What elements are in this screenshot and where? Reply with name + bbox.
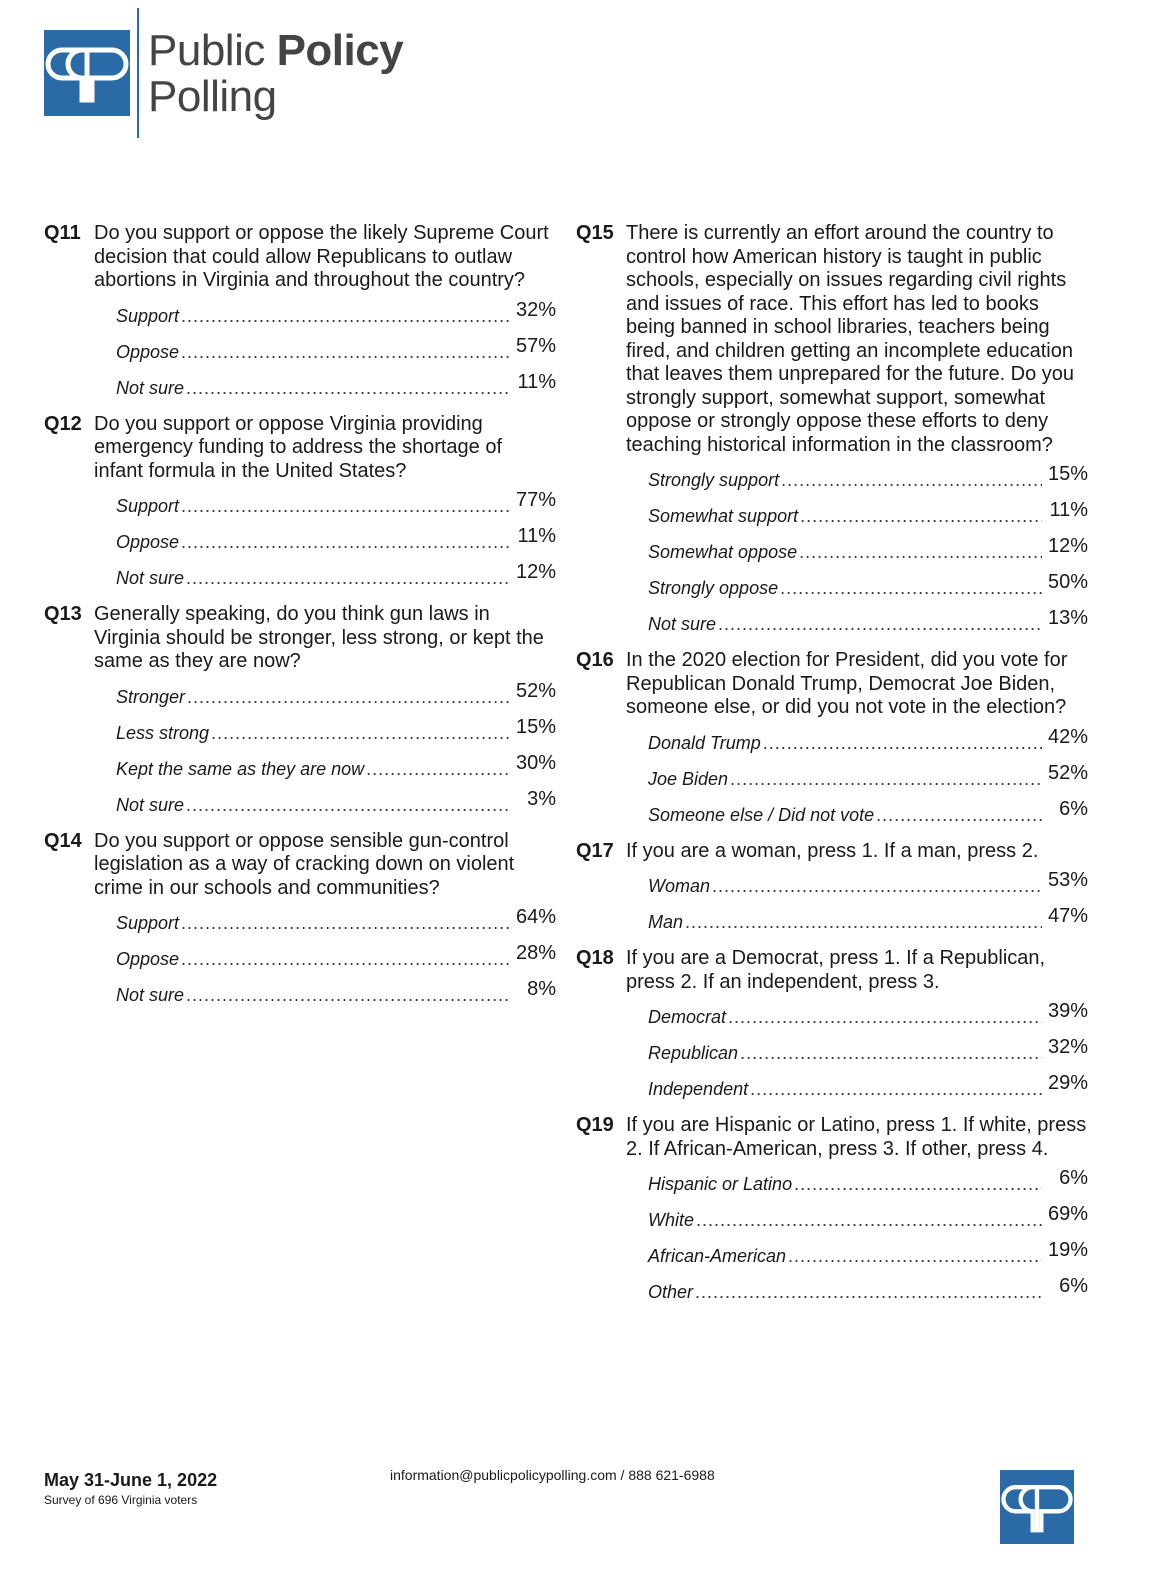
answer-percentage: 69% bbox=[1047, 1203, 1088, 1225]
answer-list bbox=[116, 298, 556, 413]
answer-row bbox=[648, 905, 1088, 947]
dot-leader bbox=[781, 470, 1042, 491]
question-block-q14 bbox=[44, 830, 556, 1021]
answer-label: Independent bbox=[648, 1079, 749, 1099]
answer-percentage: 28% bbox=[515, 942, 556, 964]
question-text: Do you support or oppose the likely Supreme Court decision that could allow Republicans to outlaw abortions in Virginia and throughout the country? bbox=[94, 222, 549, 291]
dot-leader bbox=[696, 1210, 1042, 1231]
dot-leader bbox=[712, 876, 1042, 897]
dot-leader bbox=[728, 1007, 1042, 1028]
dot-leader bbox=[799, 542, 1042, 563]
answer-percentage: 6% bbox=[1059, 1167, 1088, 1189]
dot-leader bbox=[211, 723, 510, 744]
question-block-q18 bbox=[576, 947, 1088, 1114]
answer-list bbox=[648, 725, 1088, 840]
answer-label: Oppose bbox=[116, 949, 180, 969]
dot-leader bbox=[181, 949, 510, 970]
dot-leader bbox=[181, 306, 510, 327]
brand-name-bold: Policy bbox=[276, 26, 404, 75]
answer-row bbox=[648, 1036, 1088, 1078]
answer-percentage: 3% bbox=[527, 787, 556, 810]
dot-leader bbox=[186, 378, 510, 399]
answer-label: Kept the same as they are now bbox=[116, 758, 365, 779]
dot-leader bbox=[181, 913, 510, 934]
answer-percentage: 53% bbox=[1047, 869, 1088, 891]
answer-row bbox=[116, 751, 556, 794]
dot-leader bbox=[780, 578, 1042, 599]
dot-leader bbox=[718, 614, 1042, 635]
survey-description: Survey of 696 Virginia voters bbox=[44, 1493, 198, 1507]
brand-name-regular: Public bbox=[148, 26, 277, 75]
question-block-q15 bbox=[576, 222, 1088, 649]
answer-percentage: 77% bbox=[515, 489, 556, 511]
answer-label: Somewhat oppose bbox=[648, 542, 798, 562]
dot-leader bbox=[800, 506, 1042, 527]
answer-label: Somewhat support bbox=[648, 506, 799, 526]
dot-leader bbox=[366, 759, 510, 780]
question-block-q11 bbox=[44, 222, 556, 413]
question bbox=[44, 830, 556, 901]
answer-percentage: 32% bbox=[1047, 1036, 1088, 1058]
answer-row bbox=[648, 499, 1088, 541]
answer-percentage: 57% bbox=[515, 334, 556, 357]
answer-label: African-American bbox=[648, 1246, 787, 1266]
answer-label: Not sure bbox=[116, 794, 185, 815]
dot-leader bbox=[763, 733, 1042, 754]
dot-leader bbox=[794, 1174, 1042, 1195]
dot-leader bbox=[685, 912, 1042, 933]
answer-percentage: 11% bbox=[517, 525, 556, 547]
answer-percentage: 30% bbox=[515, 751, 556, 774]
answer-label: Other bbox=[648, 1282, 694, 1302]
answer-row bbox=[116, 489, 556, 531]
answer-percentage: 13% bbox=[1047, 607, 1088, 629]
right-column bbox=[576, 222, 1088, 1317]
brand-name bbox=[148, 28, 403, 120]
answer-row bbox=[116, 906, 556, 948]
answer-percentage: 19% bbox=[1047, 1239, 1088, 1261]
answer-percentage: 6% bbox=[1059, 1275, 1088, 1297]
answer-label: Donald Trump bbox=[648, 732, 761, 753]
answer-row bbox=[648, 535, 1088, 577]
dot-leader bbox=[730, 769, 1042, 790]
question bbox=[44, 413, 556, 484]
question-text: In the 2020 election for President, did you vote for Republican Donald Trump, Democrat Joe Biden, someone else, or did you not vote in the election? bbox=[626, 649, 1068, 718]
answer-list bbox=[648, 463, 1088, 649]
answer-list bbox=[648, 1000, 1088, 1114]
answer-label: Democrat bbox=[648, 1007, 727, 1027]
question-number: Q16 bbox=[576, 649, 614, 671]
answer-label: Support bbox=[116, 305, 180, 326]
question-block-q12 bbox=[44, 413, 556, 604]
question-number: Q17 bbox=[576, 839, 614, 862]
dot-leader bbox=[695, 1282, 1042, 1303]
answer-row bbox=[648, 1239, 1088, 1281]
answer-label: Stronger bbox=[116, 686, 186, 707]
answer-row bbox=[116, 787, 556, 830]
dot-leader bbox=[186, 985, 510, 1006]
question bbox=[44, 603, 556, 674]
question-block-q13 bbox=[44, 603, 556, 830]
answer-row bbox=[648, 1203, 1088, 1245]
ppp-logo-icon bbox=[44, 30, 130, 116]
footer-info bbox=[44, 1470, 217, 1507]
dot-leader bbox=[750, 1079, 1042, 1100]
dot-leader bbox=[788, 1246, 1042, 1267]
question-text: If you are a Democrat, press 1. If a Republican, press 2. If an independent, press 3. bbox=[626, 947, 1046, 993]
answer-row bbox=[116, 525, 556, 567]
question bbox=[576, 222, 1088, 457]
answer-row bbox=[648, 797, 1088, 840]
question bbox=[576, 1114, 1088, 1161]
answer-label: Someone else / Did not vote bbox=[648, 804, 875, 825]
answer-percentage: 42% bbox=[1047, 725, 1088, 748]
question-text: If you are Hispanic or Latino, press 1. If white, press 2. If African-American, press 3. If other, press 4. bbox=[626, 1114, 1087, 1160]
question-text: Do you support or oppose sensible gun-control legislation as a way of cracking down on violent crime in our schools and communities? bbox=[94, 829, 515, 899]
answer-row bbox=[648, 725, 1088, 768]
dot-leader bbox=[181, 532, 510, 553]
logo-divider bbox=[137, 8, 139, 138]
answer-row bbox=[116, 334, 556, 377]
answer-row bbox=[116, 679, 556, 722]
answer-percentage: 47% bbox=[1047, 905, 1088, 927]
question-number: Q15 bbox=[576, 222, 614, 244]
question-number: Q13 bbox=[44, 603, 82, 625]
left-column bbox=[44, 222, 556, 1020]
answer-percentage: 6% bbox=[1059, 797, 1088, 820]
answer-percentage: 15% bbox=[1047, 463, 1088, 485]
answer-row bbox=[648, 761, 1088, 804]
dot-leader bbox=[181, 496, 510, 517]
answer-percentage: 29% bbox=[1047, 1072, 1088, 1094]
answer-label: Woman bbox=[648, 876, 711, 896]
answer-percentage: 52% bbox=[1047, 761, 1088, 784]
question-text: If you are a woman, press 1. If a man, press 2. bbox=[626, 839, 1039, 862]
answer-percentage: 52% bbox=[515, 679, 556, 702]
answer-row bbox=[116, 298, 556, 341]
question bbox=[44, 222, 556, 293]
answer-label: Hispanic or Latino bbox=[648, 1174, 793, 1194]
question-block-q17 bbox=[576, 840, 1088, 948]
answer-label: White bbox=[648, 1210, 695, 1230]
question bbox=[576, 840, 1088, 864]
answer-label: Not sure bbox=[648, 614, 717, 634]
answer-row bbox=[648, 1000, 1088, 1042]
answer-label: Support bbox=[116, 913, 180, 933]
answer-row bbox=[116, 370, 556, 413]
answer-label: Joe Biden bbox=[648, 768, 729, 789]
question-number: Q14 bbox=[44, 829, 82, 852]
answer-row bbox=[648, 571, 1088, 613]
answer-percentage: 15% bbox=[515, 715, 556, 738]
question bbox=[576, 947, 1088, 994]
answer-row bbox=[648, 1072, 1088, 1114]
answer-percentage: 39% bbox=[1047, 1000, 1088, 1022]
answer-row bbox=[116, 942, 556, 984]
answer-percentage: 11% bbox=[517, 370, 556, 393]
answer-row bbox=[648, 869, 1088, 911]
answer-percentage: 12% bbox=[515, 561, 556, 583]
answer-label: Strongly support bbox=[648, 470, 780, 490]
dot-leader bbox=[181, 342, 510, 363]
answer-percentage: 12% bbox=[1047, 535, 1088, 557]
question bbox=[576, 649, 1088, 720]
answer-label: Less strong bbox=[116, 722, 210, 743]
brand-name-line2: Polling bbox=[148, 72, 277, 121]
answer-label: Not sure bbox=[116, 985, 185, 1005]
answer-list bbox=[116, 679, 556, 830]
answer-row bbox=[116, 978, 556, 1020]
contact-info: information@publicpolicypolling.com / 888 621-6988 bbox=[390, 1467, 715, 1483]
answer-list bbox=[116, 489, 556, 603]
question-text: Generally speaking, do you think gun laws in Virginia should be stronger, less strong, or kept the same as they are now? bbox=[94, 603, 544, 672]
answer-label: Man bbox=[648, 912, 684, 932]
answer-list bbox=[648, 869, 1088, 947]
answer-percentage: 64% bbox=[515, 906, 556, 928]
answer-row bbox=[648, 463, 1088, 505]
answer-row bbox=[648, 1275, 1088, 1317]
survey-date: May 31-June 1, 2022 bbox=[44, 1470, 218, 1490]
question-number: Q12 bbox=[44, 412, 82, 435]
answer-row bbox=[648, 607, 1088, 649]
answer-list bbox=[116, 906, 556, 1020]
question-text: Do you support or oppose Virginia providing emergency funding to address the shortage of infant formula in the United States? bbox=[94, 412, 503, 482]
answer-label: Oppose bbox=[116, 532, 180, 552]
dot-leader bbox=[186, 568, 510, 589]
question-block-q16 bbox=[576, 649, 1088, 840]
answer-row bbox=[116, 715, 556, 758]
question-text: There is currently an effort around the country to control how American history is taught in public schools, especially on issues regarding civil rights and issues of race. This effort has led to books being banned in school libraries, teachers being fired, and children getting an incomplete education that leaves them unprepared for the future. Do you strongly support, somewhat support, somewhat oppose or strongly oppose these efforts to deny teaching historical information in the classroom? bbox=[626, 222, 1075, 456]
answer-label: Support bbox=[116, 496, 180, 516]
question-number: Q11 bbox=[44, 222, 81, 244]
question-number: Q18 bbox=[576, 947, 614, 969]
answer-list bbox=[648, 1167, 1088, 1317]
dot-leader bbox=[740, 1043, 1042, 1064]
dot-leader bbox=[187, 687, 510, 708]
answer-row bbox=[648, 1167, 1088, 1209]
answer-row bbox=[116, 561, 556, 603]
answer-percentage: 8% bbox=[527, 978, 556, 1000]
dot-leader bbox=[876, 805, 1042, 826]
answer-percentage: 32% bbox=[515, 298, 556, 321]
answer-label: Not sure bbox=[116, 377, 185, 398]
question-block-q19 bbox=[576, 1114, 1088, 1317]
answer-label: Strongly oppose bbox=[648, 578, 779, 598]
question-number: Q19 bbox=[576, 1114, 614, 1136]
dot-leader bbox=[186, 795, 510, 816]
answer-percentage: 50% bbox=[1047, 571, 1088, 593]
answer-label: Oppose bbox=[116, 341, 180, 362]
answer-label: Republican bbox=[648, 1043, 739, 1063]
answer-percentage: 11% bbox=[1049, 499, 1088, 521]
answer-label: Not sure bbox=[116, 568, 185, 588]
footer-logo-icon bbox=[1000, 1470, 1074, 1544]
